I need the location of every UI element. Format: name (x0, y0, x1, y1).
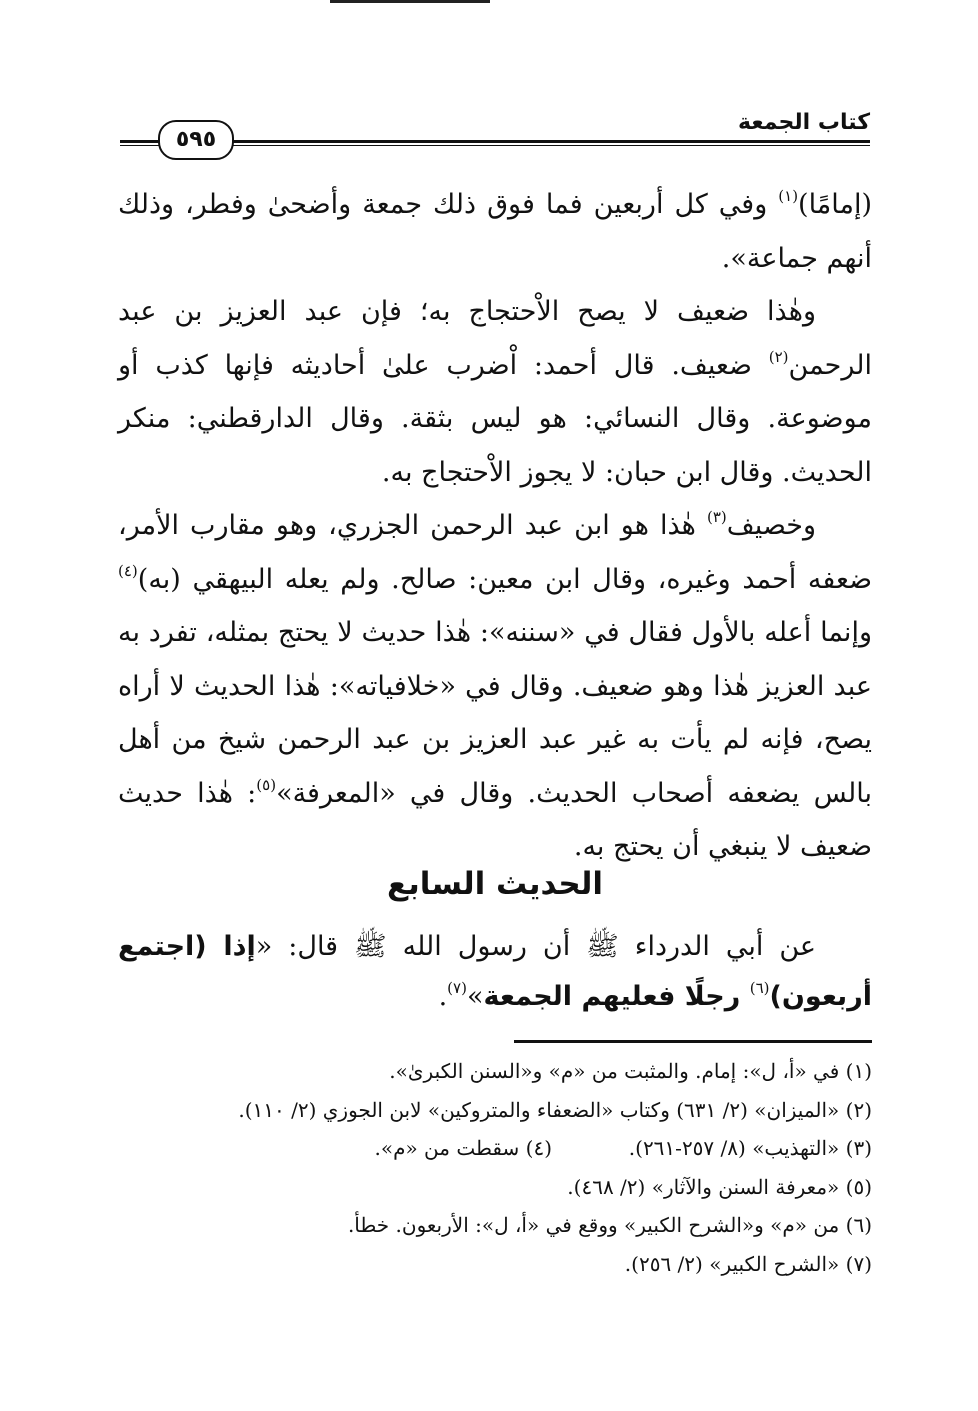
paragraph: (إمامًا)$^{(١)}$ وفي كل أربعين فما فوق ذلك جمعة وأضحىٰ وفطر، وذلك أنهم جماعة». (118, 187, 872, 274)
top-scan-line (330, 0, 490, 3)
footnote-ref[interactable]: (٧) (447, 979, 467, 997)
page-header (120, 106, 870, 162)
footnote: (٤) سقطت من «م». (374, 1136, 552, 1160)
footnote-ref[interactable]: (٤) (118, 561, 138, 580)
paragraph: وهٰذا ضعيف لا يصح الاْحتجاج به؛ فإن عبد العزيز بن عبد الرحمن$^{(٢)}$ ضعيف. قال أحمد: اْضرب علىٰ أحاديثه فإنها كذب أو موضوعة. وقال النسائي: هو ليس بثقة. وقال الدارقطني: منكر الحديث. وقال ابن حبان: لا يجوز الاْحتجاج به. (118, 296, 872, 488)
footnote: (٢) «الميزان» (٢/ ٦٣١) وكتاب «الضعفاء والمتروكين» لابن الجوزي (٢/ ١١٠). (238, 1097, 872, 1122)
footnote-separator (514, 1040, 872, 1043)
header-rule (230, 140, 870, 146)
footnote-ref[interactable]: (٢) (768, 347, 789, 366)
footnote-ref[interactable]: (٥) (256, 775, 277, 794)
footnote-ref[interactable]: (١) (778, 187, 799, 205)
hadith-text (118, 922, 872, 1022)
footnotes (118, 1052, 872, 1283)
footnote-pair (118, 1129, 872, 1168)
footnote: (٣) «التهذيب» (٨/ ٢٥٧-٢٦١). (628, 1136, 872, 1160)
section-heading: الحديث السابع (386, 866, 604, 902)
footnote-ref[interactable]: (٣) (706, 508, 727, 526)
footnote: (٥) «معرفة السنن والآثار» (٢/ ٤٦٨). (567, 1174, 872, 1199)
footnote: (٧) «الشرح الكبير» (٢/ ٢٥٦). (624, 1251, 872, 1276)
paragraph: عن أبي الدرداء ﷺ أن رسول الله ﷺ قال: «إذا (اجتمع أربعون)$^{(٦)}$ رجلًا فعليهم الجمعة»$^{(٧)}$. (118, 931, 872, 1012)
footnote-ref[interactable]: (٦) (749, 979, 770, 997)
header-rule-left (120, 140, 160, 146)
footnote: (٦) من «م» و«الشرح الكبير» ووقع في «أ، ل»: الأربعون. خطأ. (347, 1213, 872, 1237)
running-title: كتاب الجمعة (738, 110, 870, 135)
paragraph: وخصيف$^{(٣)}$ هٰذا هو ابن عبد الرحمن الجزري، وهو مقارب الأمر، ضعفه أحمد وغيره، وقال ابن معين: صالح. ولم يعله البيهقي (به)$^{(٤)}$ وإنما أعله بالأول فقال في «سننه»: هٰذا حديث لا يحتج بمثله، تفرد به عبد العزيز هٰذا وهو ضعيف. وقال في «خلافياته»: هٰذا الحديث لا أراه يصح، فإنه لم يأت به غير عبد العزيز بن عبد الرحمن شيخ من أهل بالس يضعفه أصحاب الحديث. وقال في «المعرفة»$^{(٥)}$: هٰذا حديث ضعيف لا ينبغي أن يحتج به. (118, 508, 872, 862)
footnote: (١) في «أ، ل»: إمام. والمثبت من «م» و«السنن الكبرىٰ». (389, 1059, 872, 1083)
body-text (118, 178, 872, 874)
page-number: ٥٩٥ (158, 120, 234, 160)
